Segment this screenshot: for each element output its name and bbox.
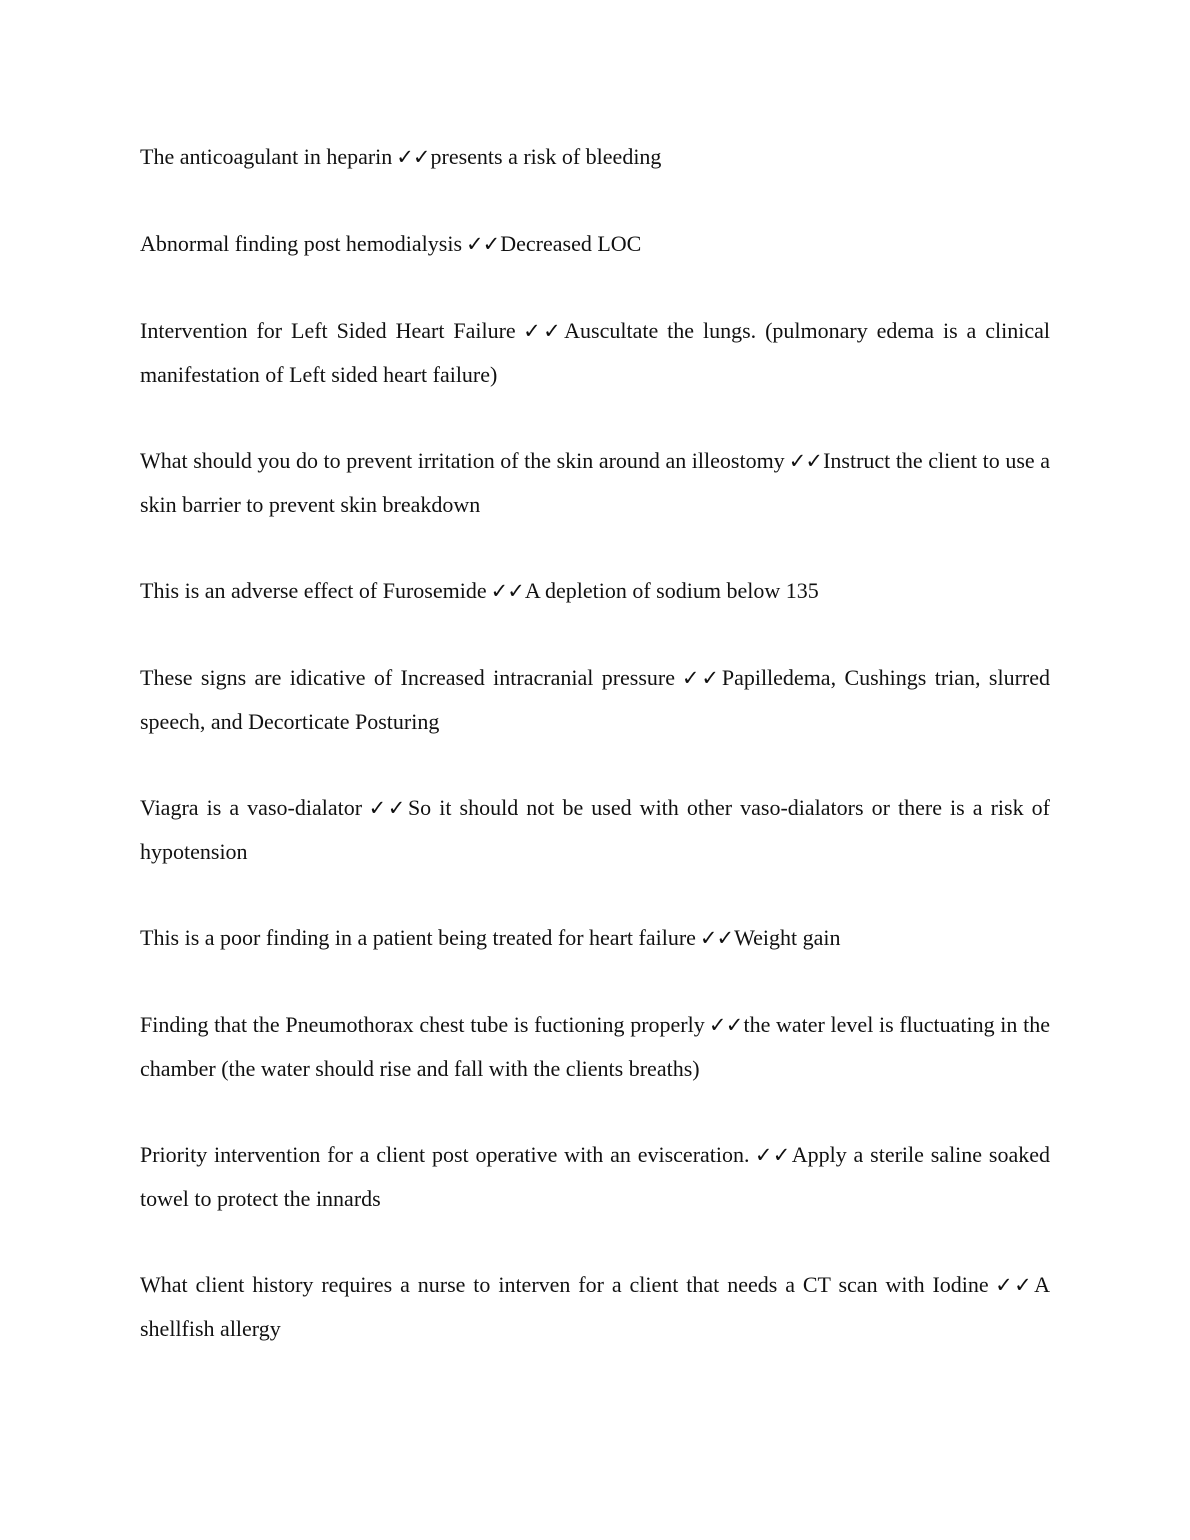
flashcard-entry <box>140 309 1050 396</box>
entry-answer: presents a risk of bleeding <box>430 144 662 169</box>
entry-question: What should you do to prevent irritation of the skin around an illeostomy <box>140 448 785 473</box>
double-check-icon: ✓✓ <box>788 449 823 473</box>
entry-question: Intervention for Left Sided Heart Failure <box>140 318 516 343</box>
entry-answer: Apply a sterile saline soaked towel to protect the innards <box>140 1142 1050 1211</box>
entry-question: Viagra is a vaso-dialator <box>140 795 363 820</box>
double-check-icon: ✓✓ <box>992 1273 1034 1297</box>
flashcard-entry <box>140 439 1050 526</box>
flashcard-entry <box>140 569 1050 613</box>
flashcard-entry <box>140 656 1050 743</box>
double-check-icon: ✓✓ <box>366 796 407 820</box>
flashcard-entry <box>140 916 1050 960</box>
flashcard-entry <box>140 1133 1050 1220</box>
entry-answer: Decreased LOC <box>500 231 642 256</box>
double-check-icon: ✓✓ <box>753 1143 791 1167</box>
double-check-icon: ✓✓ <box>396 145 430 169</box>
double-check-icon: ✓✓ <box>466 232 500 256</box>
entry-answer: Weight gain <box>734 925 841 950</box>
entry-answer: Instruct the client to use a skin barrier to prevent skin breakdown <box>140 448 1050 517</box>
entry-question: Abnormal finding post hemodialysis <box>140 231 463 256</box>
entry-question: Priority intervention for a client post operative with an evisceration. <box>140 1142 750 1167</box>
double-check-icon: ✓✓ <box>490 579 524 603</box>
double-check-icon: ✓✓ <box>679 666 721 690</box>
entry-answer: the water level is fluctuating in the chamber (the water should rise and fall with the clients breaths) <box>140 1012 1050 1081</box>
double-check-icon: ✓✓ <box>699 926 734 950</box>
entry-question: What client history requires a nurse to interven for a client that needs a CT scan with Iodine <box>140 1272 989 1297</box>
flashcard-entry <box>140 222 1050 266</box>
flashcard-list <box>140 135 1050 1350</box>
entry-question: The anticoagulant in heparin <box>140 144 393 169</box>
entry-answer: Auscultate the lungs. (pulmonary edema is a clinical manifestation of Left sided heart failure) <box>140 318 1050 387</box>
entry-answer: A shellfish allergy <box>140 1272 1050 1341</box>
flashcard-entry <box>140 1003 1050 1090</box>
entry-answer: A depletion of sodium below 135 <box>524 578 819 603</box>
double-check-icon: ✓✓ <box>708 1013 743 1037</box>
flashcard-entry <box>140 1263 1050 1350</box>
entry-question: This is an adverse effect of Furosemide <box>140 578 487 603</box>
entry-answer: So it should not be used with other vaso-dialators or there is a risk of hypotension <box>140 795 1050 864</box>
flashcard-entry <box>140 786 1050 873</box>
entry-question: Finding that the Pneumothorax chest tube is fuctioning properly <box>140 1012 705 1037</box>
flashcard-entry <box>140 135 1050 179</box>
entry-question: This is a poor finding in a patient being treated for heart failure <box>140 925 696 950</box>
entry-answer: Papilledema, Cushings trian, slurred speech, and Decorticate Posturing <box>140 665 1050 734</box>
entry-question: These signs are idicative of Increased intracranial pressure <box>140 665 676 690</box>
double-check-icon: ✓✓ <box>519 319 564 343</box>
